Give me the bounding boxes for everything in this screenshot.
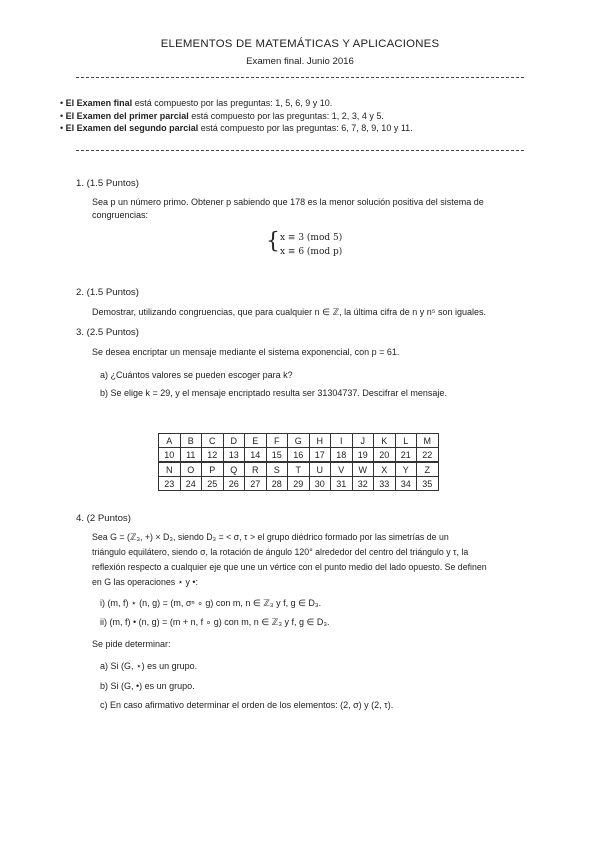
table-cell: H <box>309 434 331 448</box>
table-cell: 20 <box>374 448 396 463</box>
table-cell: 23 <box>159 477 181 491</box>
question-4-text-line: Sea G = (ℤ₃, +) × D₃, siendo D₃ = < σ, τ > el grupo diédrico formado por las simetrías de un <box>92 532 449 542</box>
table-cell: M <box>417 434 439 448</box>
table-row-letters-1 <box>159 434 439 448</box>
note-rest: está compuesto por las preguntas: 6, 7, 8, 9, 10 y 11. <box>198 123 413 133</box>
table-cell: 22 <box>417 448 439 463</box>
table-cell: V <box>331 462 353 477</box>
question-3-part-a: a) ¿Cuántos valores se pueden escoger para k? <box>100 370 293 380</box>
question-4-text-line: reflexión respecto a cualquier eje que une un vértice con el punto medio del lado opuesto. Se definen <box>92 562 487 572</box>
question-1-text-line: Sea p un número primo. Obtener p sabiendo que 178 es la menor solución positiva del sistema de <box>92 197 484 207</box>
question-4-text-line: triángulo equilátero, siendo σ, la rotación de ángulo 120° alrededor del centro del triángulo y τ, la <box>92 547 469 557</box>
table-cell: K <box>374 434 396 448</box>
table-cell: 29 <box>288 477 310 491</box>
question-4-text-line: en G las operaciones ⋆ y •: <box>92 577 198 587</box>
table-cell: R <box>245 462 267 477</box>
table-cell: 13 <box>223 448 245 463</box>
table-cell: G <box>288 434 310 448</box>
table-cell: 34 <box>395 477 417 491</box>
note-item: • El Examen del segundo parcial está compuesto por las preguntas: 6, 7, 8, 9, 10 y 11. <box>60 123 413 133</box>
question-4-part-b: b) Si (G, •) es un grupo. <box>100 681 195 691</box>
table-cell: D <box>223 434 245 448</box>
divider <box>76 150 524 151</box>
table-cell: 30 <box>309 477 331 491</box>
table-cell: S <box>266 462 288 477</box>
table-cell: 35 <box>417 477 439 491</box>
note-rest: está compuesto por las preguntas: 1, 2, 3, 4 y 5. <box>188 110 384 121</box>
question-3-part-b: b) Se elige k = 29, y el mensaje encriptado resulta ser 31304737. Descifrar el mensaje. <box>100 388 447 398</box>
table-cell: 14 <box>245 448 267 463</box>
table-cell: C <box>202 434 224 448</box>
question-2-heading: 2. (1.5 Puntos) <box>76 287 139 298</box>
table-cell: 17 <box>309 448 331 463</box>
table-cell: 27 <box>245 477 267 491</box>
table-row-numbers-2 <box>159 477 439 491</box>
table-cell: Q <box>223 462 245 477</box>
question-1-text-line: congruencias: <box>92 210 149 220</box>
table-cell: 18 <box>331 448 353 463</box>
table-cell: T <box>288 462 310 477</box>
table-cell: 19 <box>352 448 374 463</box>
congruence-eq-2: x ≡ 6 (mod p) <box>280 247 343 257</box>
operation-dot: ii) (m, f) • (n, g) = (m + n, f ∘ g) con m, n ∈ ℤ₃ y f, g ∈ D₃. <box>100 617 330 627</box>
question-4-ask: Se pide determinar: <box>92 639 171 649</box>
table-cell: 25 <box>202 477 224 491</box>
note-item: • El Examen final está compuesto por las preguntas: 1, 5, 6, 9 y 10. <box>60 98 333 108</box>
table-cell: 32 <box>352 477 374 491</box>
table-cell: A <box>159 434 181 448</box>
divider <box>76 77 524 78</box>
left-brace: { <box>266 229 280 254</box>
table-cell: 24 <box>180 477 202 491</box>
table-cell: 26 <box>223 477 245 491</box>
question-3-heading: 3. (2.5 Puntos) <box>76 327 139 338</box>
table-cell: P <box>202 462 224 477</box>
question-1-heading: 1. (1.5 Puntos) <box>76 178 139 189</box>
table-cell: U <box>309 462 331 477</box>
note-bold: El Examen del primer parcial <box>65 110 189 121</box>
question-4-heading: 4. (2 Puntos) <box>76 513 131 524</box>
question-4-part-c: c) En caso afirmativo determinar el orden de los elementos: (2, σ) y (2, τ). <box>100 700 394 710</box>
table-cell: 31 <box>331 477 353 491</box>
table-cell: Y <box>395 462 417 477</box>
table-cell: 21 <box>395 448 417 463</box>
table-cell: N <box>159 462 181 477</box>
question-2-text-line: Demostrar, utilizando congruencias, que para cualquier n ∈ ℤ, la última cifra de n y n⁵ son iguales. <box>92 307 486 317</box>
table-cell: 10 <box>159 448 181 463</box>
table-cell: F <box>266 434 288 448</box>
question-4-part-a: a) Si (G, ⋆) es un grupo. <box>100 661 198 671</box>
note-bold: El Examen del segundo parcial <box>65 123 199 133</box>
table-cell: L <box>395 434 417 448</box>
exam-title: ELEMENTOS DE MATEMÁTICAS Y APLICACIONES <box>160 38 440 50</box>
question-3-text-line: Se desea encriptar un mensaje mediante el sistema exponencial, con p = 61. <box>92 347 400 357</box>
encoding-table <box>158 433 439 491</box>
table-cell: I <box>331 434 353 448</box>
exam-subtitle: Examen final. Junio 2016 <box>246 56 354 67</box>
exam-notes <box>60 97 560 135</box>
table-cell: 12 <box>202 448 224 463</box>
table-row-numbers-1 <box>159 448 439 463</box>
table-cell: 28 <box>266 477 288 491</box>
congruence-eq-1: x ≡ 3 (mod 5) <box>280 233 343 243</box>
table-cell: J <box>352 434 374 448</box>
note-rest: está compuesto por las preguntas: 1, 5, 6, 9 y 10. <box>132 98 333 108</box>
table-cell: 15 <box>266 448 288 463</box>
note-bold: El Examen final <box>65 98 133 108</box>
table-cell: Z <box>417 462 439 477</box>
table-cell: 33 <box>374 477 396 491</box>
table-cell: W <box>352 462 374 477</box>
note-item: • El Examen del primer parcial está compuesto por las preguntas: 1, 2, 3, 4 y 5. <box>60 110 384 121</box>
table-cell: E <box>245 434 267 448</box>
operation-star: i) (m, f) ⋆ (n, g) = (m, σⁿ ∘ g) con m, n ∈ ℤ₃ y f, g ∈ D₃. <box>100 598 322 608</box>
table-cell: X <box>374 462 396 477</box>
table-cell: B <box>180 434 202 448</box>
table-cell: O <box>180 462 202 477</box>
table-cell: 11 <box>180 448 202 463</box>
table-cell: 16 <box>288 448 310 463</box>
table-row-letters-2 <box>159 462 439 477</box>
